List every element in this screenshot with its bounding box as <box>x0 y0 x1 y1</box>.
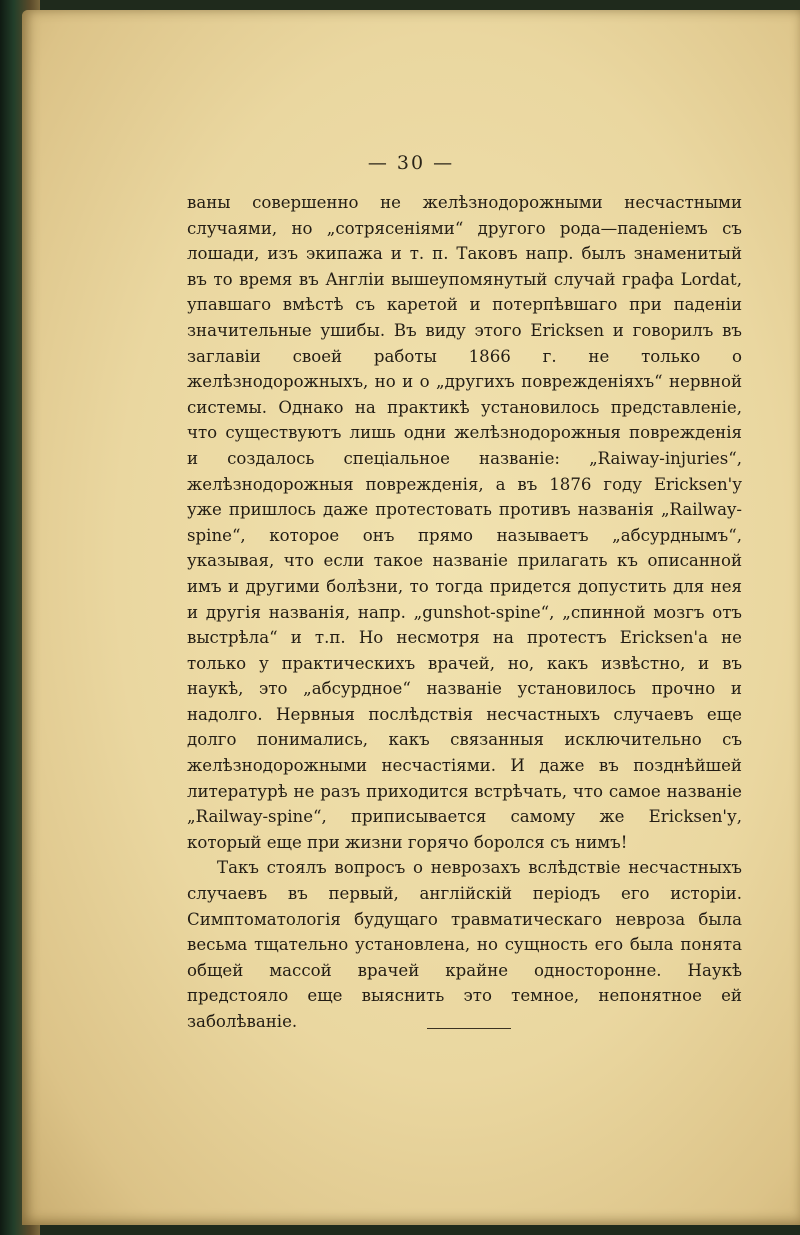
section-divider <box>427 1028 511 1029</box>
paragraph-1: ваны совершенно не желѣзнодорожными несчастными случаями, но „сотрясеніями“ другого рода—паденіемъ съ лошади, изъ экипажа и т. п. Таковъ напр. былъ знаменитый въ то время въ Англіи вышеупомянутый случай графа Lordat, упавшаго вмѣстѣ съ каретой и потерпѣвшаго при паденіи значительные ушибы. Въ виду этого Ericksen и говорилъ въ заглавіи своей работы 1866 г. не только о желѣзнодорожныхъ, но и о „другихъ поврежденіяхъ“ нервной системы. Однако на практикѣ установилось представленіе, что существуютъ лишь одни желѣзнодорожныя поврежденія и создалось спеціальное названіе: „Raiway-injuries“, желѣзнодорожныя поврежденія, а въ 1876 году Ericksen'у уже пришлось даже протестовать противъ названія „Railway-spine“, которое онъ прямо называетъ „абсурднымъ“, указывая, что если такое названіе прилагать къ описанной имъ и другими болѣзни, то тогда придется допустить для нея и другія названія, напр. „gunshot-spine“, „спинной мозгъ отъ выстрѣла“ и т.п. Но несмотря на протестъ Ericksen'а не только у практическихъ врачей, но, какъ извѣстно, и въ наукѣ, это „абсурдное“ названіе установилось прочно и надолго. Нервныя послѣдствія несчастныхъ случаевъ еще долго понимались, какъ связанныя исключительно съ желѣзнодорожными несчастіями. И даже въ позднѣйшей литературѣ не разъ приходится встрѣчать, что самое названіе „Railway-spine“, приписывается самому же Ericksen'у, который еще при жизни горячо боролся съ нимъ! <box>187 193 742 852</box>
book-page <box>22 10 800 1225</box>
paragraph-2: Такъ стоялъ вопросъ о неврозахъ вслѣдствіе несчастныхъ случаевъ въ первый, англійскій періодъ его исторіи. Симптоматологія будущаго травматическаго невроза была весьма тщательно установлена, но сущность его была понята общей массой врачей крайне односторонне. Наукѣ предстояло еще выяснить это темное, непонятное ей заболѣваніе. <box>187 858 742 1031</box>
body-text <box>187 190 742 1035</box>
page-number: — 30 — <box>367 152 455 174</box>
